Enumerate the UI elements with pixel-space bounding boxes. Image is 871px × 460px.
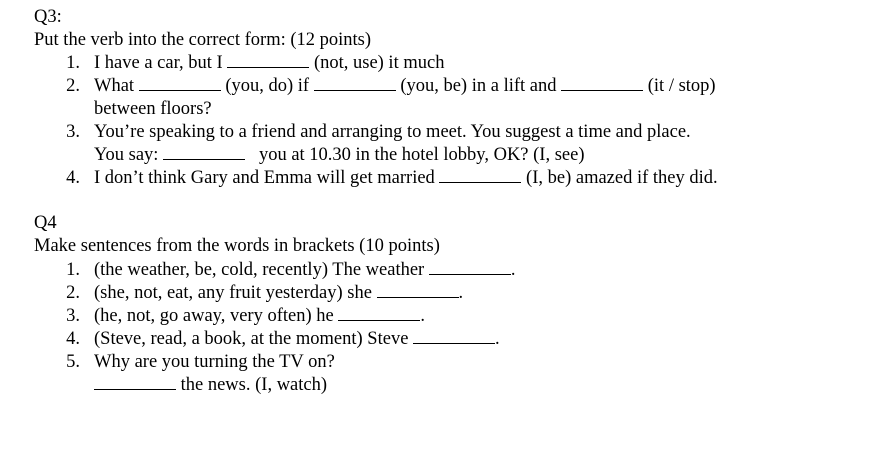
q4-item-1: (the weather, be, cold, recently) The weather . — [94, 260, 516, 280]
answer-blank[interactable] — [561, 75, 643, 91]
q3-item-1: I have a car, but I (not, use) it much — [94, 53, 445, 73]
q4-item-2: (she, not, eat, any fruit yesterday) she . — [94, 283, 464, 303]
q4-item-5-number: 5. — [66, 352, 80, 372]
q4-item-2-number: 2. — [66, 283, 80, 303]
q4-item-4: (Steve, read, a book, at the moment) Steve . — [94, 329, 500, 349]
answer-blank[interactable] — [413, 328, 495, 344]
answer-blank[interactable] — [429, 259, 511, 275]
answer-blank[interactable] — [163, 144, 245, 160]
q4-item-4-number: 4. — [66, 329, 80, 349]
q4-item-5: Why are you turning the TV on? — [94, 352, 335, 372]
q3-item-3: You’re speaking to a friend and arranging to meet. You suggest a time and place. — [94, 122, 691, 142]
q4-heading: Q4 — [34, 213, 57, 233]
answer-blank[interactable] — [94, 374, 176, 390]
q3-item-2: What (you, do) if (you, be) in a lift and (it / stop) — [94, 76, 716, 96]
answer-blank[interactable] — [439, 167, 521, 183]
q3-item-3-line-2: You say: you at 10.30 in the hotel lobby, OK? (I, see) — [94, 145, 585, 165]
q3-instruction: Put the verb into the correct form: (12 points) — [34, 30, 372, 50]
answer-blank[interactable] — [227, 52, 309, 68]
q3-item-1-number: 1. — [66, 53, 80, 73]
answer-blank[interactable] — [338, 305, 420, 321]
q4-item-1-number: 1. — [66, 260, 80, 280]
answer-blank[interactable] — [377, 282, 459, 298]
q4-item-3: (he, not, go away, very often) he . — [94, 306, 425, 326]
q3-item-2-continuation: between floors? — [94, 99, 212, 119]
answer-blank[interactable] — [139, 75, 221, 91]
answer-blank[interactable] — [314, 75, 396, 91]
q3-item-4-number: 4. — [66, 168, 80, 188]
q4-item-5-line-2: the news. (I, watch) — [94, 374, 327, 396]
q3-heading: Q3: — [34, 7, 62, 27]
q3-item-4: I don’t think Gary and Emma will get married (I, be) amazed if they did. — [94, 168, 718, 188]
q3-item-3-number: 3. — [66, 122, 80, 142]
q3-item-2-number: 2. — [66, 76, 80, 96]
q4-instruction: Make sentences from the words in brackets (10 points) — [34, 236, 440, 256]
q4-item-3-number: 3. — [66, 306, 80, 326]
